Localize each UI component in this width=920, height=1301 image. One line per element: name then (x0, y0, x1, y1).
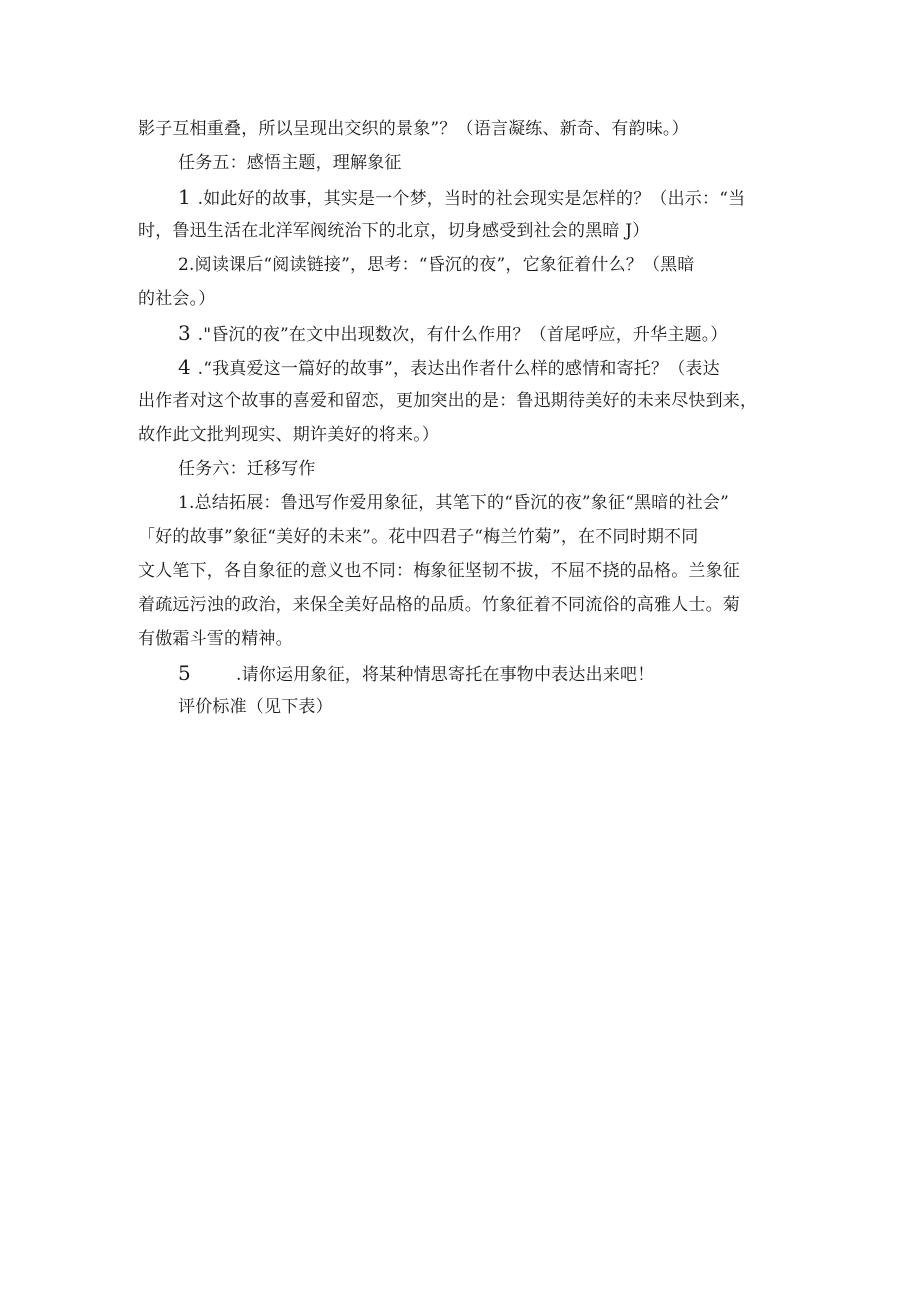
item-number: 3 (178, 321, 191, 345)
item-text: .请你运用象征，将某种情思寄托在事物中表达出来吧！ (236, 665, 655, 685)
task-six-item-5 (138, 660, 786, 686)
item-text: .“我真爱这一篇好的故事”，表达出作者什么样的感情和寄托？（表达 (192, 359, 720, 379)
item-number: 4 (178, 355, 191, 379)
text-line: 着疏远污浊的政治，来保全美好品格的品质。竹象征着不同流俗的高雅人士。菊 (138, 595, 740, 615)
text-line: 文人笔下，各自象征的意义也不同：梅象征坚韧不拔，不屈不挠的品格。兰象征 (138, 561, 740, 581)
task-five-item-4 (138, 354, 786, 380)
document-body (138, 116, 786, 720)
task-five-item-2: 2.阅读课后“阅读链接”，思考：“昏沉的夜”，它象征着什么？（黑暗 (178, 255, 695, 275)
text-line: 故作此文批判现实、期许美好的将来。） (138, 425, 440, 445)
task-five-item-1 (138, 184, 786, 210)
text-line: 出作者对这个故事的喜爱和留恋，更加突出的是：鲁迅期待美好的未来尽快到来， (138, 391, 758, 411)
task-five-item-3 (138, 320, 786, 346)
text-line: 「好的故事”象征“美好的未来”。花中四君子“梅兰竹菊”，在不同时期不同 (138, 527, 699, 547)
item-number: 1 (178, 185, 191, 209)
text-line: 有傲霜斗雪的精神。 (138, 629, 293, 649)
text-line: 时，鲁迅生活在北洋军阀统治下的北京，切身感受到社会的黑暗 J） (138, 221, 650, 241)
item-text: ."昏沉的夜”在文中出现数次，有什么作用？（首尾呼应，升华主题。） (192, 325, 728, 345)
text-line: 影子互相重叠，所以呈现出交织的景象”？（语言凝练、新奇、有韵味。） (138, 119, 689, 139)
task-six-heading: 任务六：迁移写作 (178, 459, 316, 479)
task-six-item-1: 1.总结拓展：鲁迅写作爱用象征，其笔下的“昏沉的夜”象征“黑暗的社会” (178, 493, 729, 513)
text-line: 的社会。） (138, 289, 216, 309)
evaluation-criteria-line: 评价标准（见下表） (178, 697, 333, 717)
item-number: 5 (178, 661, 191, 685)
item-text: .如此好的故事，其实是一个梦，当时的社会现实是怎样的？（出示：“当 (192, 189, 746, 209)
task-five-heading: 任务五：感悟主题，理解象征 (178, 153, 402, 173)
